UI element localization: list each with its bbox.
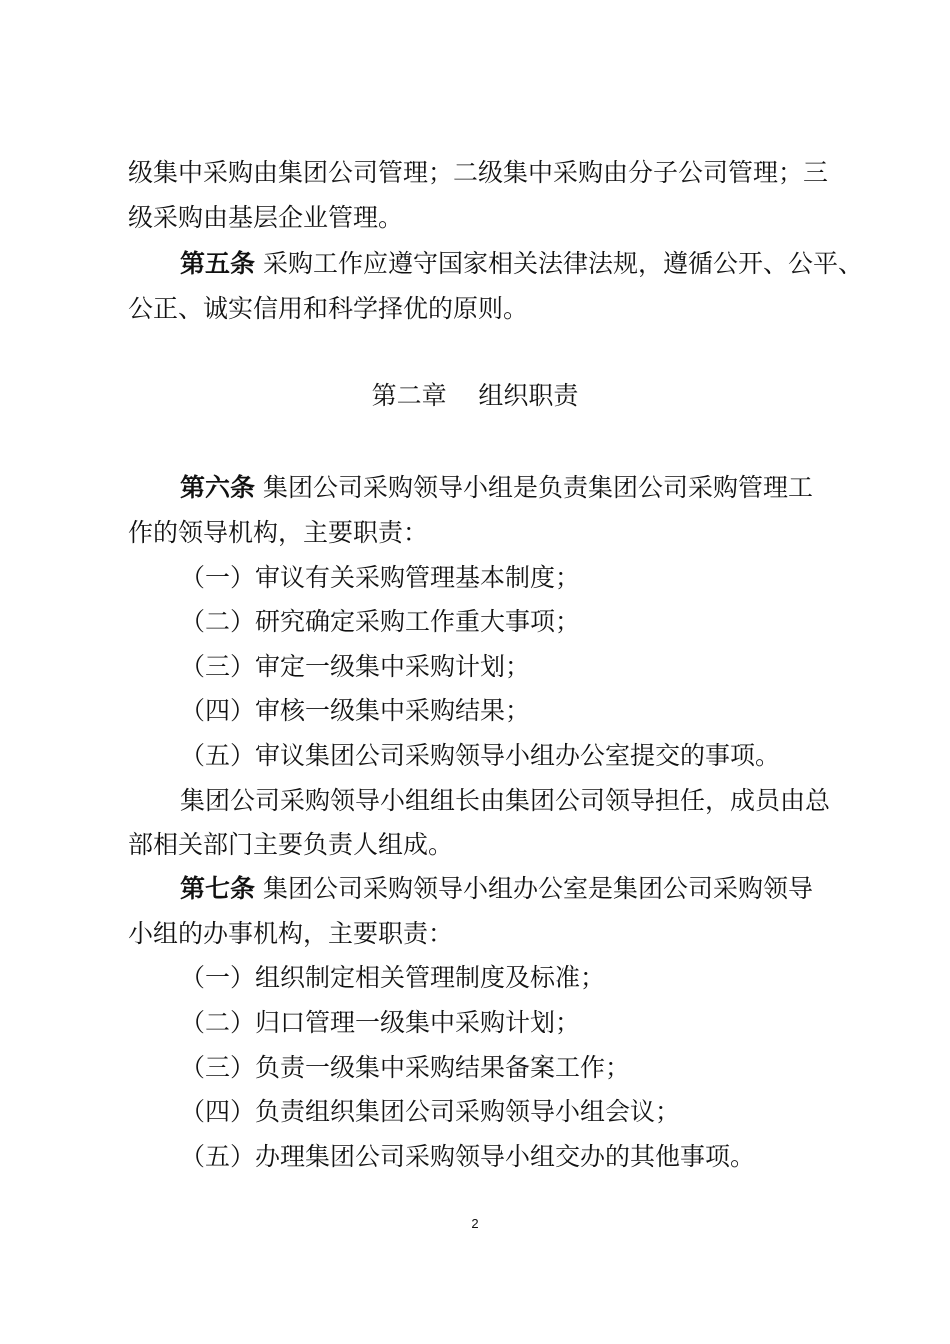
article-6-label: 第六条 bbox=[180, 473, 256, 502]
chapter-2-title: 第二章 组织职责 bbox=[371, 381, 579, 410]
article-6-line-1 bbox=[180, 473, 813, 503]
article-6-item-1: （一）审议有关采购管理基本制度； bbox=[180, 563, 581, 592]
continuation-line-1: 级集中采购由集团公司管理；二级集中采购由分子公司管理；三 bbox=[128, 158, 829, 187]
page-number: 2 bbox=[471, 1216, 479, 1231]
article-6-item-2: （二）研究确定采购工作重大事项； bbox=[180, 607, 581, 636]
article-5-line-2: 公正、诚实信用和科学择优的原则。 bbox=[128, 294, 529, 323]
article-6-item-5: （五）审议集团公司采购领导小组办公室提交的事项。 bbox=[180, 741, 781, 770]
article-7-item-3: （三）负责一级集中采购结果备案工作； bbox=[180, 1053, 631, 1082]
article-7-line-1 bbox=[180, 874, 813, 904]
article-6-note-line-1: 集团公司采购领导小组组长由集团公司领导担任，成员由总 bbox=[180, 786, 831, 815]
article-6-note-line-2: 部相关部门主要负责人组成。 bbox=[128, 830, 454, 859]
article-7-label: 第七条 bbox=[180, 874, 256, 903]
article-7-item-5: （五）办理集团公司采购领导小组交办的其他事项。 bbox=[180, 1142, 756, 1171]
article-6-item-4: （四）审核一级集中采购结果； bbox=[180, 696, 531, 725]
article-7-item-4: （四）负责组织集团公司采购领导小组会议； bbox=[180, 1097, 681, 1126]
article-5-label: 第五条 bbox=[180, 249, 256, 278]
article-6-text-1: 集团公司采购领导小组是负责集团公司采购管理工 bbox=[262, 473, 813, 502]
article-7-line-2: 小组的办事机构，主要职责： bbox=[128, 919, 454, 948]
article-5-line-1 bbox=[180, 249, 863, 279]
article-7-item-1: （一）组织制定相关管理制度及标准； bbox=[180, 963, 606, 992]
continuation-line-2: 级采购由基层企业管理。 bbox=[128, 203, 404, 232]
article-6-line-2: 作的领导机构，主要职责： bbox=[128, 518, 429, 547]
article-7-text-1: 集团公司采购领导小组办公室是集团公司采购领导 bbox=[262, 874, 813, 903]
article-7-item-2: （二）归口管理一级集中采购计划； bbox=[180, 1008, 581, 1037]
article-5-text-1: 采购工作应遵守国家相关法律法规，遵循公开、公平、 bbox=[262, 249, 863, 278]
article-6-item-3: （三）审定一级集中采购计划； bbox=[180, 652, 531, 681]
